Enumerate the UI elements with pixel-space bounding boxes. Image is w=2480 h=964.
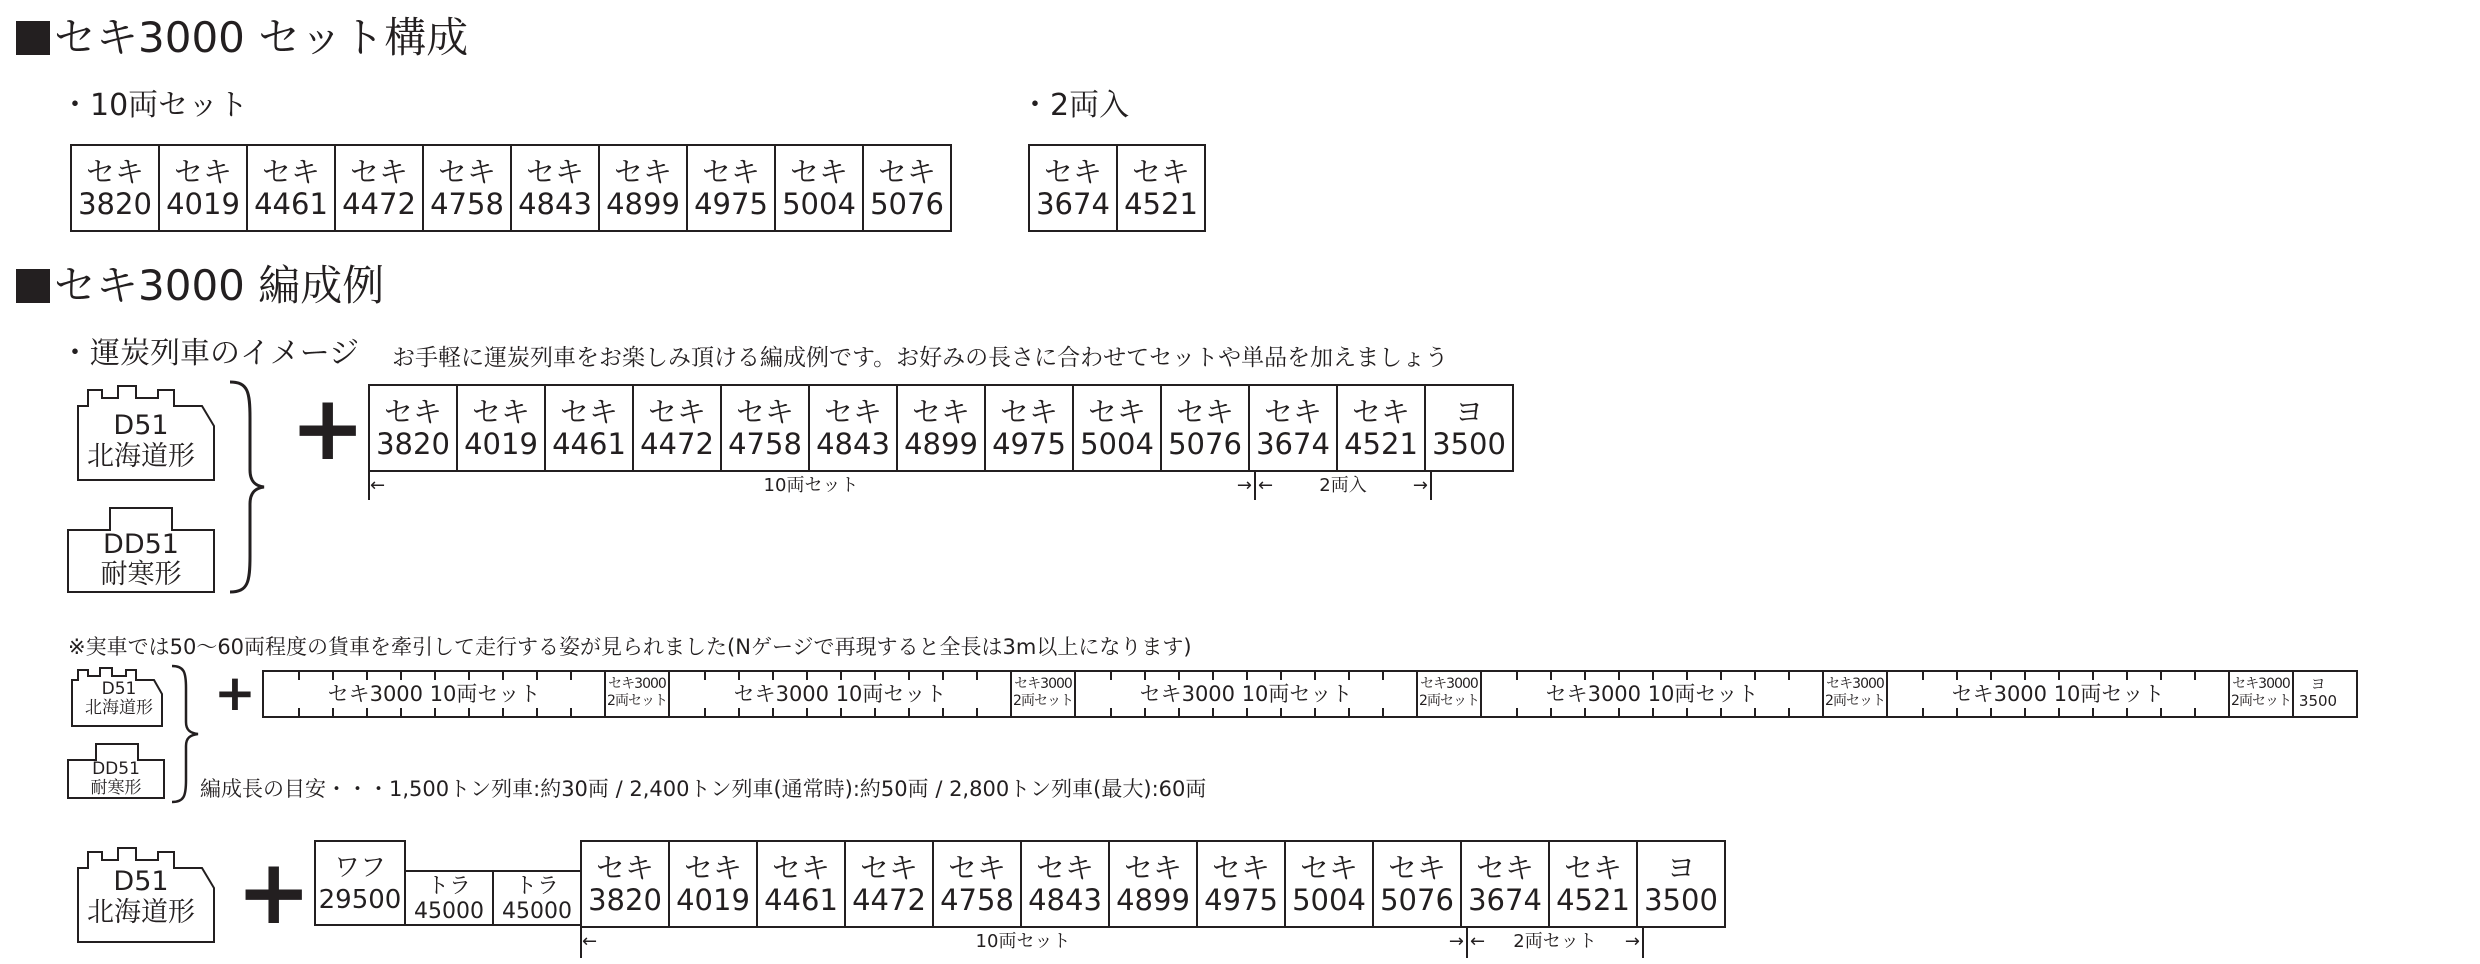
car-cell: セキ 4521 [1549, 841, 1637, 927]
car-cell: セキ 4843 [511, 145, 599, 231]
set10-segment-label: セキ3000 10両セット [1951, 682, 2165, 706]
loco-line1: DD51 [92, 759, 140, 779]
section1-title: セキ3000 セット構成 [54, 13, 469, 62]
car-divider-tick [2058, 708, 2060, 716]
set2-segment-label [1824, 672, 1886, 710]
car-divider-tick [772, 708, 774, 716]
yo-segment-label [2294, 672, 2342, 710]
wafu-car [314, 840, 406, 926]
set10-segment [1076, 672, 1416, 716]
set2-line1: セキ3000 [1420, 676, 1478, 692]
loco-line1: D51 [101, 679, 137, 699]
car-divider-tick [840, 672, 842, 680]
car-cell: セキ 4019 [457, 385, 545, 471]
car-divider-tick [570, 708, 572, 716]
car-divider-tick [1956, 708, 1958, 716]
car-divider-tick [1584, 672, 1586, 680]
car-divider-tick [1754, 708, 1756, 716]
section1-heading [16, 14, 468, 62]
car-divider-tick [2160, 708, 2162, 716]
brace-icon [170, 664, 200, 804]
train-table [580, 840, 1726, 928]
car-divider-tick [772, 672, 774, 680]
span-2-label: 2両セット [1513, 931, 1597, 952]
dd51-loco-label-small [66, 760, 166, 798]
yo-segment [2294, 672, 2342, 716]
car-divider-tick [976, 708, 978, 716]
car-divider-tick [502, 708, 504, 716]
set10-table [70, 144, 952, 232]
train-row [369, 385, 1513, 471]
car-cell: セキ 4019 [159, 145, 247, 231]
span-2-set [1258, 476, 1428, 496]
section2-heading [16, 262, 384, 310]
car-cell: セキ 3674 [1029, 145, 1117, 231]
car-cell: セキ 5076 [863, 145, 951, 231]
car-divider-tick [434, 672, 436, 680]
set10-segment-label: セキ3000 10両セット [327, 682, 541, 706]
car-divider-tick [2024, 708, 2026, 716]
car-divider-tick [1110, 708, 1112, 716]
car-cell: セキ 4975 [687, 145, 775, 231]
car-divider-tick [1178, 708, 1180, 716]
set10-segment-label: セキ3000 10両セット [733, 682, 947, 706]
span-10-label: 10両セット [763, 475, 859, 496]
car-divider-tick [704, 672, 706, 680]
car-cell: セキ 3674 [1461, 841, 1549, 927]
arrow-right-icon: → [1412, 475, 1428, 496]
car-cell: セキ 3820 [71, 145, 159, 231]
set2-line1: セキ3000 [1014, 676, 1072, 692]
car-divider-tick [2194, 672, 2196, 680]
car-divider-tick [1788, 708, 1790, 716]
car-divider-tick [1314, 672, 1316, 680]
arrow-right-icon: → [1236, 475, 1252, 496]
car-divider-tick [1686, 672, 1688, 680]
train-row [581, 841, 1725, 927]
set10-segment-label: セキ3000 10両セット [1545, 682, 1759, 706]
square-bullet-icon [16, 21, 50, 55]
car-number: 45000 [414, 899, 484, 924]
car-divider-tick [570, 672, 572, 680]
car-divider-tick [1584, 708, 1586, 716]
car-cell: セキ 5004 [1073, 385, 1161, 471]
car-divider-tick [400, 672, 402, 680]
car-cell: セキ 4019 [669, 841, 757, 927]
car-divider-tick [2126, 708, 2128, 716]
car-divider-tick [1246, 708, 1248, 716]
car-name: トラ [514, 874, 559, 899]
car-cell: セキ 4461 [247, 145, 335, 231]
set10-label: ・10両セット [60, 88, 249, 123]
car-divider-tick [1990, 672, 1992, 680]
car-divider-tick [874, 708, 876, 716]
car-cell: セキ 4899 [1109, 841, 1197, 927]
car-divider-tick [1652, 708, 1654, 716]
arrow-left-icon: ← [1470, 931, 1486, 952]
car-divider-tick [1956, 672, 1958, 680]
set2-segment-label [1418, 672, 1480, 710]
set2-segment [2228, 672, 2294, 716]
car-divider-tick [366, 708, 368, 716]
set2-line2: 2両セット [1419, 693, 1479, 709]
car-cell: セキ 4461 [545, 385, 633, 471]
d51-loco-label [66, 866, 216, 928]
loco-line1: DD51 [103, 529, 179, 560]
span-2-label: 2両入 [1319, 475, 1367, 496]
span-tick [1254, 470, 1256, 500]
car-cell: セキ 4843 [809, 385, 897, 471]
car-divider-tick [942, 672, 944, 680]
car-cell: セキ 5076 [1161, 385, 1249, 471]
car-cell: ヨ 3500 [1425, 385, 1513, 471]
span-tick [1642, 926, 1644, 958]
loco-line2: 北海道形 [87, 441, 195, 472]
car-divider-tick [2126, 672, 2128, 680]
span-10-set [370, 476, 1252, 496]
car-cell: ヨ 3500 [1637, 841, 1725, 927]
car-cell: セキ 4461 [757, 841, 845, 927]
section2-caption: お手軽に運炭列車をお楽しみ頂ける編成例です。お好みの長さに合わせてセットや単品を加えましょう [392, 345, 1449, 371]
car-divider-tick [874, 672, 876, 680]
car-divider-tick [1382, 672, 1384, 680]
set10-segment [670, 672, 1010, 716]
set2-label: ・2両入 [1020, 88, 1130, 123]
set2-line2: 2両セット [607, 693, 667, 709]
set2-line2: 2両セット [1013, 693, 1073, 709]
real-train-note: ※実車では50〜60両程度の貨車を牽引して走行する姿が見られました(Nゲージで再現すると全長は3m以上になります) [68, 635, 1192, 659]
car-divider-tick [806, 708, 808, 716]
car-cell: セキ 4975 [985, 385, 1073, 471]
car-divider-tick [468, 708, 470, 716]
car-cell: セキ 4472 [633, 385, 721, 471]
loco-line2: 北海道形 [87, 897, 195, 928]
car-divider-tick [1922, 708, 1924, 716]
car-divider-tick [1618, 672, 1620, 680]
span-10-set [582, 932, 1464, 952]
car-divider-tick [806, 672, 808, 680]
set2-segment [1822, 672, 1888, 716]
car-divider-tick [1686, 708, 1688, 716]
car-divider-tick [1754, 672, 1756, 680]
car-divider-tick [2092, 708, 2094, 716]
car-divider-tick [1280, 672, 1282, 680]
car-cell: セキ 4521 [1337, 385, 1425, 471]
set2-segment-label [606, 672, 668, 710]
span-10-label: 10両セット [975, 931, 1071, 952]
car-divider-tick [2024, 672, 2026, 680]
car-divider-tick [536, 672, 538, 680]
car-divider-tick [1246, 672, 1248, 680]
set2-segment-label [2230, 672, 2292, 710]
arrow-left-icon: ← [582, 931, 598, 952]
car-cell: セキ 5076 [1373, 841, 1461, 927]
set10-row [71, 145, 951, 231]
span-2-set [1470, 932, 1640, 952]
car-divider-tick [434, 708, 436, 716]
loco-line2: 耐寒形 [90, 778, 142, 798]
car-cell: セキ 4758 [933, 841, 1021, 927]
set2-segment [604, 672, 670, 716]
set10-segment [1482, 672, 1822, 716]
car-divider-tick [1178, 672, 1180, 680]
car-divider-tick [298, 672, 300, 680]
d51-loco-label [66, 400, 216, 480]
set2-line2: 2両セット [2231, 693, 2291, 709]
set2-segment-label [1012, 672, 1074, 710]
brace-icon [226, 378, 266, 596]
car-divider-tick [1280, 708, 1282, 716]
car-divider-tick [2194, 708, 2196, 716]
car-cell: セキ 4899 [599, 145, 687, 231]
set2-table [1028, 144, 1206, 232]
set10-segment [264, 672, 604, 716]
car-divider-tick [1550, 672, 1552, 680]
set2-line1: セキ3000 [2232, 676, 2290, 692]
tora-car [404, 870, 494, 926]
set10-segment-label: セキ3000 10両セット [1139, 682, 1353, 706]
car-cell: セキ 4899 [897, 385, 985, 471]
car-divider-tick [1922, 672, 1924, 680]
car-cell: セキ 4975 [1197, 841, 1285, 927]
loco-line2: 耐寒形 [100, 559, 182, 590]
loco-line1: D51 [113, 866, 169, 897]
car-divider-tick [1788, 672, 1790, 680]
tora-car [492, 870, 582, 926]
car-cell: セキ 3820 [581, 841, 669, 927]
set2-row [1029, 145, 1205, 231]
car-cell: セキ 4472 [845, 841, 933, 927]
car-divider-tick [1382, 708, 1384, 716]
car-divider-tick [738, 672, 740, 680]
car-number: 29500 [318, 885, 402, 915]
car-divider-tick [738, 708, 740, 716]
car-divider-tick [942, 708, 944, 716]
square-bullet-icon [16, 269, 50, 303]
car-divider-tick [468, 672, 470, 680]
car-divider-tick [332, 672, 334, 680]
plus-sign: + [236, 840, 312, 945]
car-divider-tick [1144, 672, 1146, 680]
car-divider-tick [908, 672, 910, 680]
arrow-right-icon: → [1448, 931, 1464, 952]
car-divider-tick [2058, 672, 2060, 680]
car-divider-tick [1348, 708, 1350, 716]
car-divider-tick [1348, 672, 1350, 680]
car-divider-tick [2160, 672, 2162, 680]
car-cell: セキ 4758 [423, 145, 511, 231]
arrow-right-icon: → [1624, 931, 1640, 952]
set2-line2: 2両セット [1825, 693, 1885, 709]
car-divider-tick [704, 708, 706, 716]
car-cell: セキ 4521 [1117, 145, 1205, 231]
car-divider-tick [976, 672, 978, 680]
car-cell: セキ 5004 [775, 145, 863, 231]
car-divider-tick [332, 708, 334, 716]
car-divider-tick [1618, 708, 1620, 716]
plus-sign: + [290, 376, 366, 481]
set2-segment [1416, 672, 1482, 716]
length-guide-note: 編成長の目安・・・1,500トン列車:約30両 / 2,400トン列車(通常時):約50両 / 2,800トン列車(最大):60両 [200, 777, 1207, 801]
car-divider-tick [1110, 672, 1112, 680]
plus-sign: + [214, 664, 256, 722]
arrow-left-icon: ← [1258, 475, 1274, 496]
car-divider-tick [1720, 672, 1722, 680]
car-number: 45000 [502, 899, 572, 924]
car-divider-tick [1314, 708, 1316, 716]
car-name: ワフ [333, 853, 386, 883]
set10-segment [1888, 672, 2228, 716]
car-divider-tick [1516, 672, 1518, 680]
car-divider-tick [1990, 708, 1992, 716]
car-cell: セキ 3820 [369, 385, 457, 471]
car-divider-tick [400, 708, 402, 716]
car-divider-tick [536, 708, 538, 716]
car-cell: セキ 4758 [721, 385, 809, 471]
long-train-strip [262, 670, 2358, 718]
set2-segment [1010, 672, 1076, 716]
train-table [368, 384, 1514, 472]
car-divider-tick [1550, 708, 1552, 716]
span-tick [1466, 926, 1468, 958]
car-cell: セキ 4472 [335, 145, 423, 231]
arrow-left-icon: ← [370, 475, 386, 496]
car-divider-tick [1212, 672, 1214, 680]
yo-line2: 3500 [2298, 692, 2338, 710]
car-divider-tick [908, 708, 910, 716]
set2-line1: セキ3000 [608, 676, 666, 692]
car-divider-tick [366, 672, 368, 680]
dd51-loco-label [66, 530, 216, 590]
car-cell: セキ 4843 [1021, 841, 1109, 927]
car-divider-tick [502, 672, 504, 680]
car-divider-tick [1516, 708, 1518, 716]
car-name: トラ [426, 874, 471, 899]
section2-subtitle: ・運炭列車のイメージ [60, 336, 360, 371]
section2-title: セキ3000 編成例 [54, 261, 385, 310]
car-divider-tick [298, 708, 300, 716]
car-divider-tick [1652, 672, 1654, 680]
car-divider-tick [1720, 708, 1722, 716]
d51-loco-label-small [72, 680, 166, 718]
span-tick [1430, 470, 1432, 500]
car-cell: セキ 3674 [1249, 385, 1337, 471]
set2-line1: セキ3000 [1826, 676, 1884, 692]
car-divider-tick [840, 708, 842, 716]
loco-line2: 北海道形 [85, 698, 153, 718]
car-divider-tick [2092, 672, 2094, 680]
car-divider-tick [1212, 708, 1214, 716]
car-cell: セキ 5004 [1285, 841, 1373, 927]
yo-line1: ヨ [2310, 675, 2326, 693]
loco-line1: D51 [113, 410, 169, 441]
car-divider-tick [1144, 708, 1146, 716]
